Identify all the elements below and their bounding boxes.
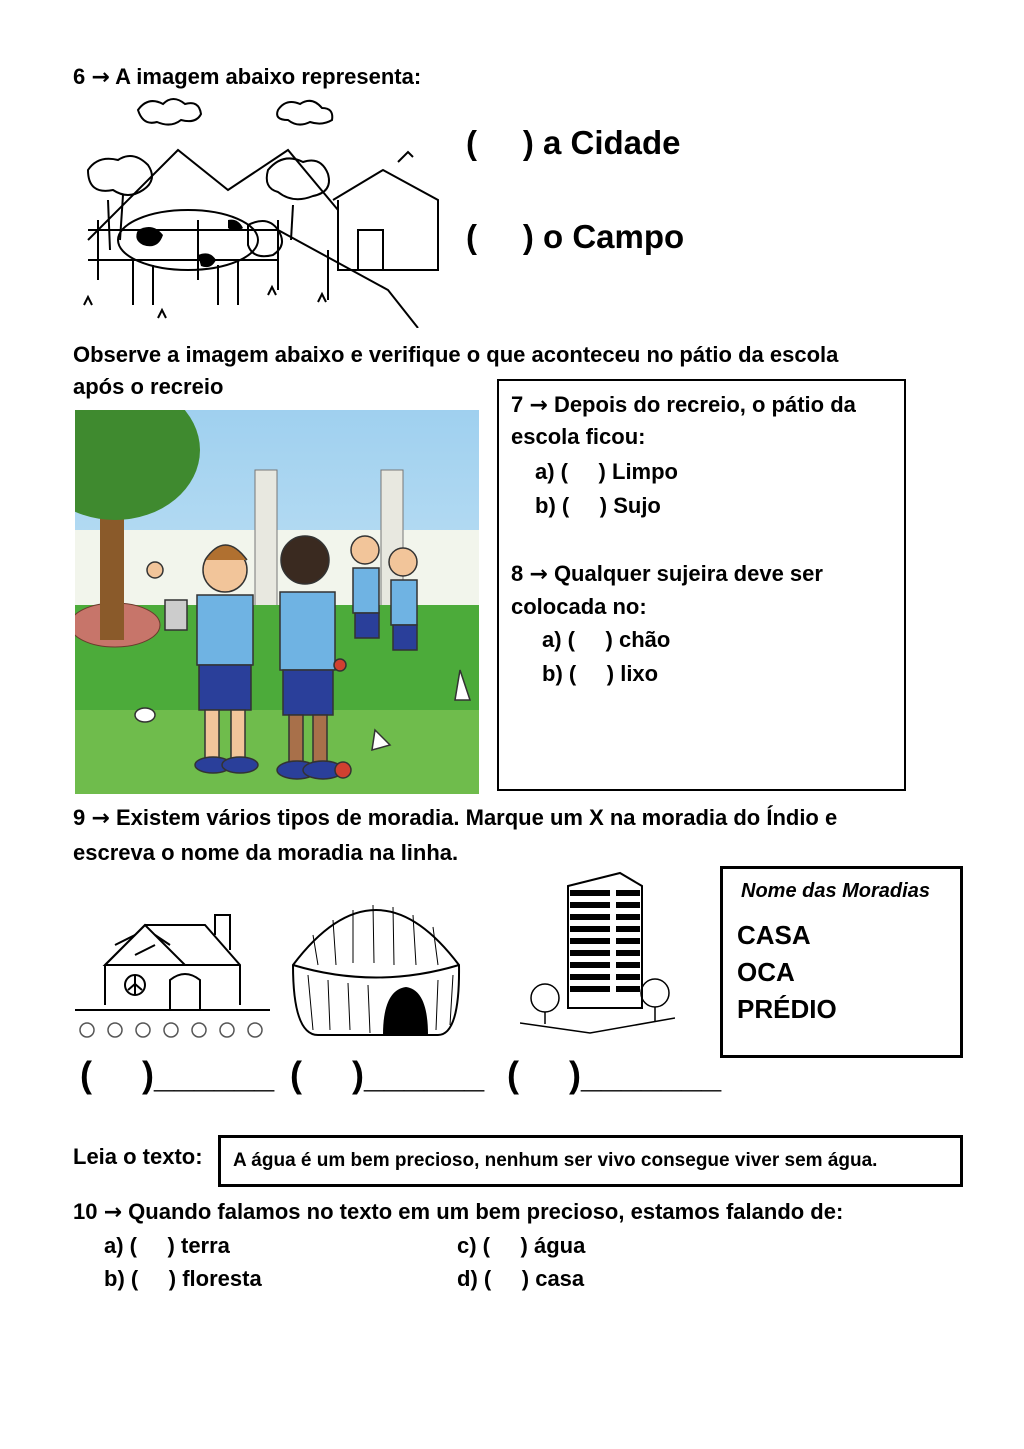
observe-instruction-line2: após o recreio xyxy=(73,374,224,399)
q9-text-line1: Existem vários tipos de moradia. Marque um X na moradia do Índio e xyxy=(115,805,838,830)
q9-heading-line1 xyxy=(73,805,963,831)
predio-illustration xyxy=(520,868,675,1038)
schoolyard-illustration xyxy=(75,410,479,794)
q8-text-line1: Qualquer sujeira deve ser xyxy=(553,561,823,586)
q9-answer-oca[interactable]: ( )______ xyxy=(290,1054,485,1095)
q10-heading xyxy=(73,1199,843,1225)
q7-number: 7 xyxy=(511,392,524,417)
moradia-name-oca: OCA xyxy=(737,957,795,987)
q6-text: A imagem abaixo representa: xyxy=(115,64,422,89)
q7-text-line1: Depois do recreio, o pátio da xyxy=(553,392,856,417)
q8-heading-line1 xyxy=(511,561,892,587)
q9-number: 9 xyxy=(73,805,86,830)
q10-option-terra[interactable]: a) ( ) terra xyxy=(104,1233,230,1258)
q10-number: 10 xyxy=(73,1199,98,1224)
arrow-right-icon: → xyxy=(529,562,548,587)
arrow-right-icon: → xyxy=(91,65,110,90)
q10-option-agua[interactable]: c) ( ) água xyxy=(457,1233,586,1258)
moradia-name-predio: PRÉDIO xyxy=(737,994,837,1024)
q8-number: 8 xyxy=(511,561,524,586)
q6-number: 6 xyxy=(73,64,86,89)
q7-option-sujo[interactable]: b) ( ) Sujo xyxy=(535,493,661,518)
oca-illustration xyxy=(288,895,464,1040)
q9-answer-predio[interactable]: ( )_______ xyxy=(507,1054,722,1095)
q8-option-chao[interactable]: a) ( ) chão xyxy=(542,627,671,652)
moradias-box-title: Nome das Moradias xyxy=(741,880,930,902)
q7-option-limpo[interactable]: a) ( ) Limpo xyxy=(535,459,678,484)
q9-answer-casa[interactable]: ( )______ xyxy=(80,1054,275,1095)
q9-text-line2: escreva o nome da moradia na linha. xyxy=(73,840,459,865)
leia-text: A água é um bem precioso, nenhum ser vivo consegue viver sem água. xyxy=(233,1150,878,1171)
q8-text-line2: colocada no: xyxy=(511,594,647,619)
arrow-right-icon: → xyxy=(91,806,110,831)
q8-option-lixo[interactable]: b) ( ) lixo xyxy=(542,661,659,686)
arrow-right-icon: → xyxy=(529,393,548,418)
q7-text-line2: escola ficou: xyxy=(511,424,646,449)
house-illustration xyxy=(75,910,270,1045)
arrow-right-icon: → xyxy=(103,1200,123,1225)
observe-instruction-line1: Observe a imagem abaixo e verifique o que aconteceu no pátio da escola xyxy=(73,342,839,367)
q10-text: Quando falamos no texto em um bem precioso, estamos falando de: xyxy=(128,1199,844,1224)
q10-option-casa[interactable]: d) ( ) casa xyxy=(457,1266,585,1291)
q6-option-cidade[interactable]: ( ) a Cidade xyxy=(466,124,681,161)
q10-option-floresta[interactable]: b) ( ) floresta xyxy=(104,1266,262,1291)
leia-label: Leia o texto: xyxy=(73,1144,203,1169)
q6-heading xyxy=(73,64,421,90)
farm-illustration xyxy=(78,90,448,328)
q6-option-campo[interactable]: ( ) o Campo xyxy=(466,218,685,255)
q7-heading-line1 xyxy=(511,392,856,418)
moradia-name-casa: CASA xyxy=(737,920,811,950)
